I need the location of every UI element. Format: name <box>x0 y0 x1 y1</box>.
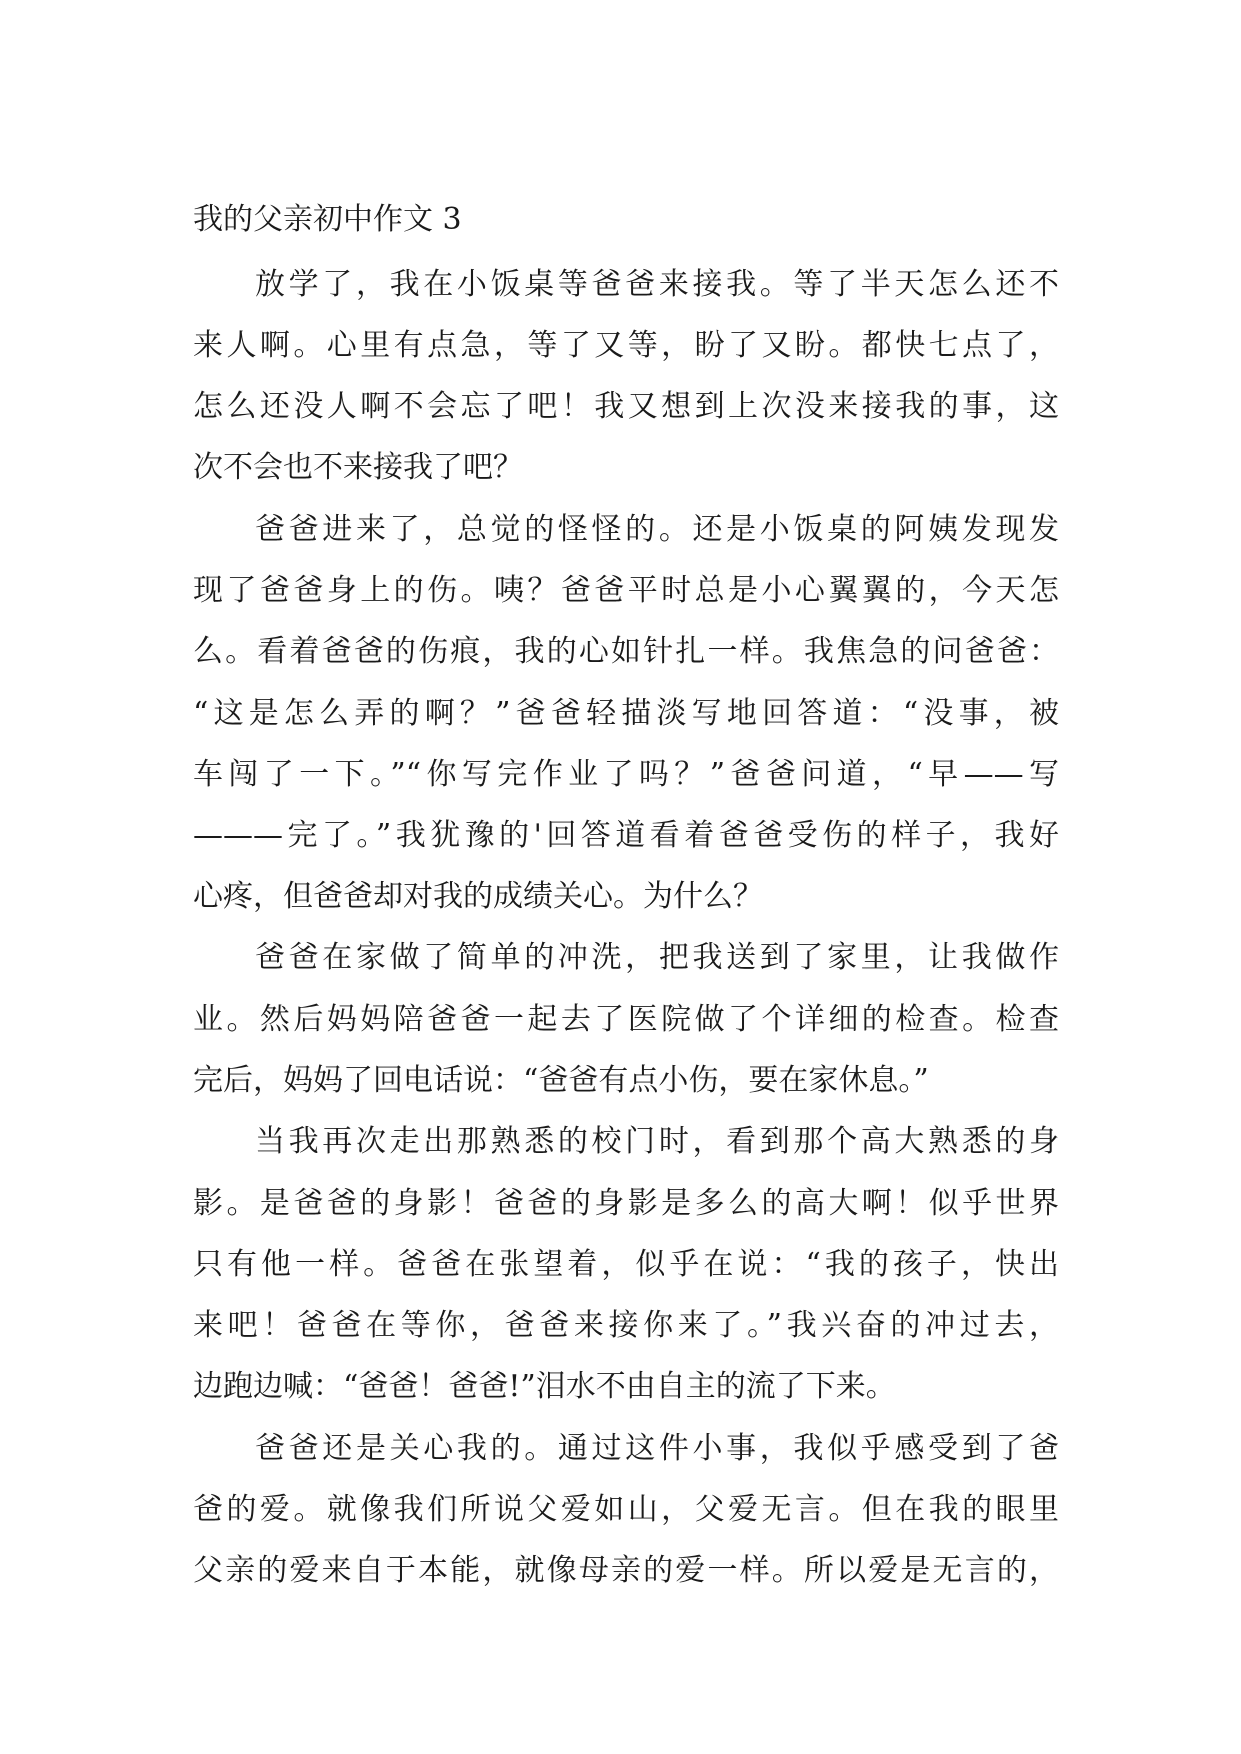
paragraph-3-line-2: 业。然后妈妈陪爸爸一起去了医院做了个详细的检查。检查 <box>193 1002 1059 1037</box>
paragraph-1-line-4: 次不会也不来接我了吧？ <box>193 450 523 485</box>
paragraph-2-line-2: 现了爸爸身上的伤。咦？爸爸平时总是小心翼翼的，今天怎 <box>193 573 1059 608</box>
paragraph-4-line-3: 只有他一样。爸爸在张望着，似乎在说：“我的孩子，快出 <box>193 1247 1059 1282</box>
paragraph-2-line-5: 车闯了一下。”“你写完作业了吗？”爸爸问道，“早——写 <box>193 757 1059 792</box>
paragraph-3-line-3: 完后，妈妈了回电话说：“爸爸有点小伤，要在家休息。” <box>193 1063 929 1098</box>
paragraph-2-line-1: 爸爸进来了，总觉的怪怪的。还是小饭桌的阿姨发现发 <box>255 512 1059 547</box>
paragraph-5-line-3: 父亲的爱来自于本能，就像母亲的爱一样。所以爱是无言的， <box>193 1553 1059 1588</box>
paragraph-3-line-1: 爸爸在家做了简单的冲洗，把我送到了家里，让我做作 <box>255 940 1059 975</box>
paragraph-2-line-4: “这是怎么弄的啊？”爸爸轻描淡写地回答道：“没事，被 <box>193 696 1059 731</box>
paragraph-1-line-2: 来人啊。心里有点急，等了又等，盼了又盼。都快七点了， <box>193 328 1059 363</box>
paragraph-4-line-1: 当我再次走出那熟悉的校门时，看到那个高大熟悉的身 <box>255 1124 1059 1159</box>
paragraph-2-line-7: 心疼，但爸爸却对我的成绩关心。为什么？ <box>193 879 763 914</box>
paragraph-2-line-6: ———完了。”我犹豫的'回答道看着爸爸受伤的样子，我好 <box>193 818 1059 853</box>
paragraph-2-line-3: 么。看着爸爸的伤痕，我的心如针扎一样。我焦急的问爸爸： <box>193 634 1059 669</box>
paragraph-4-line-2: 影。是爸爸的身影！爸爸的身影是多么的高大啊！似乎世界 <box>193 1186 1059 1221</box>
paragraph-5-line-1: 爸爸还是关心我的。通过这件小事，我似乎感受到了爸 <box>255 1431 1059 1466</box>
paragraph-4-line-4: 来吧！爸爸在等你，爸爸来接你来了。”我兴奋的冲过去， <box>193 1308 1059 1343</box>
paragraph-1-line-1: 放学了，我在小饭桌等爸爸来接我。等了半天怎么还不 <box>255 267 1059 302</box>
paragraph-4-line-5: 边跑边喊：“爸爸！爸爸!”泪水不由自主的流了下来。 <box>193 1369 896 1404</box>
document-title: 我的父亲初中作文 3 <box>193 202 462 237</box>
paragraph-1-line-3: 怎么还没人啊不会忘了吧！我又想到上次没来接我的事，这 <box>193 389 1059 424</box>
paragraph-5-line-2: 爸的爱。就像我们所说父爱如山，父爱无言。但在我的眼里 <box>193 1492 1059 1527</box>
